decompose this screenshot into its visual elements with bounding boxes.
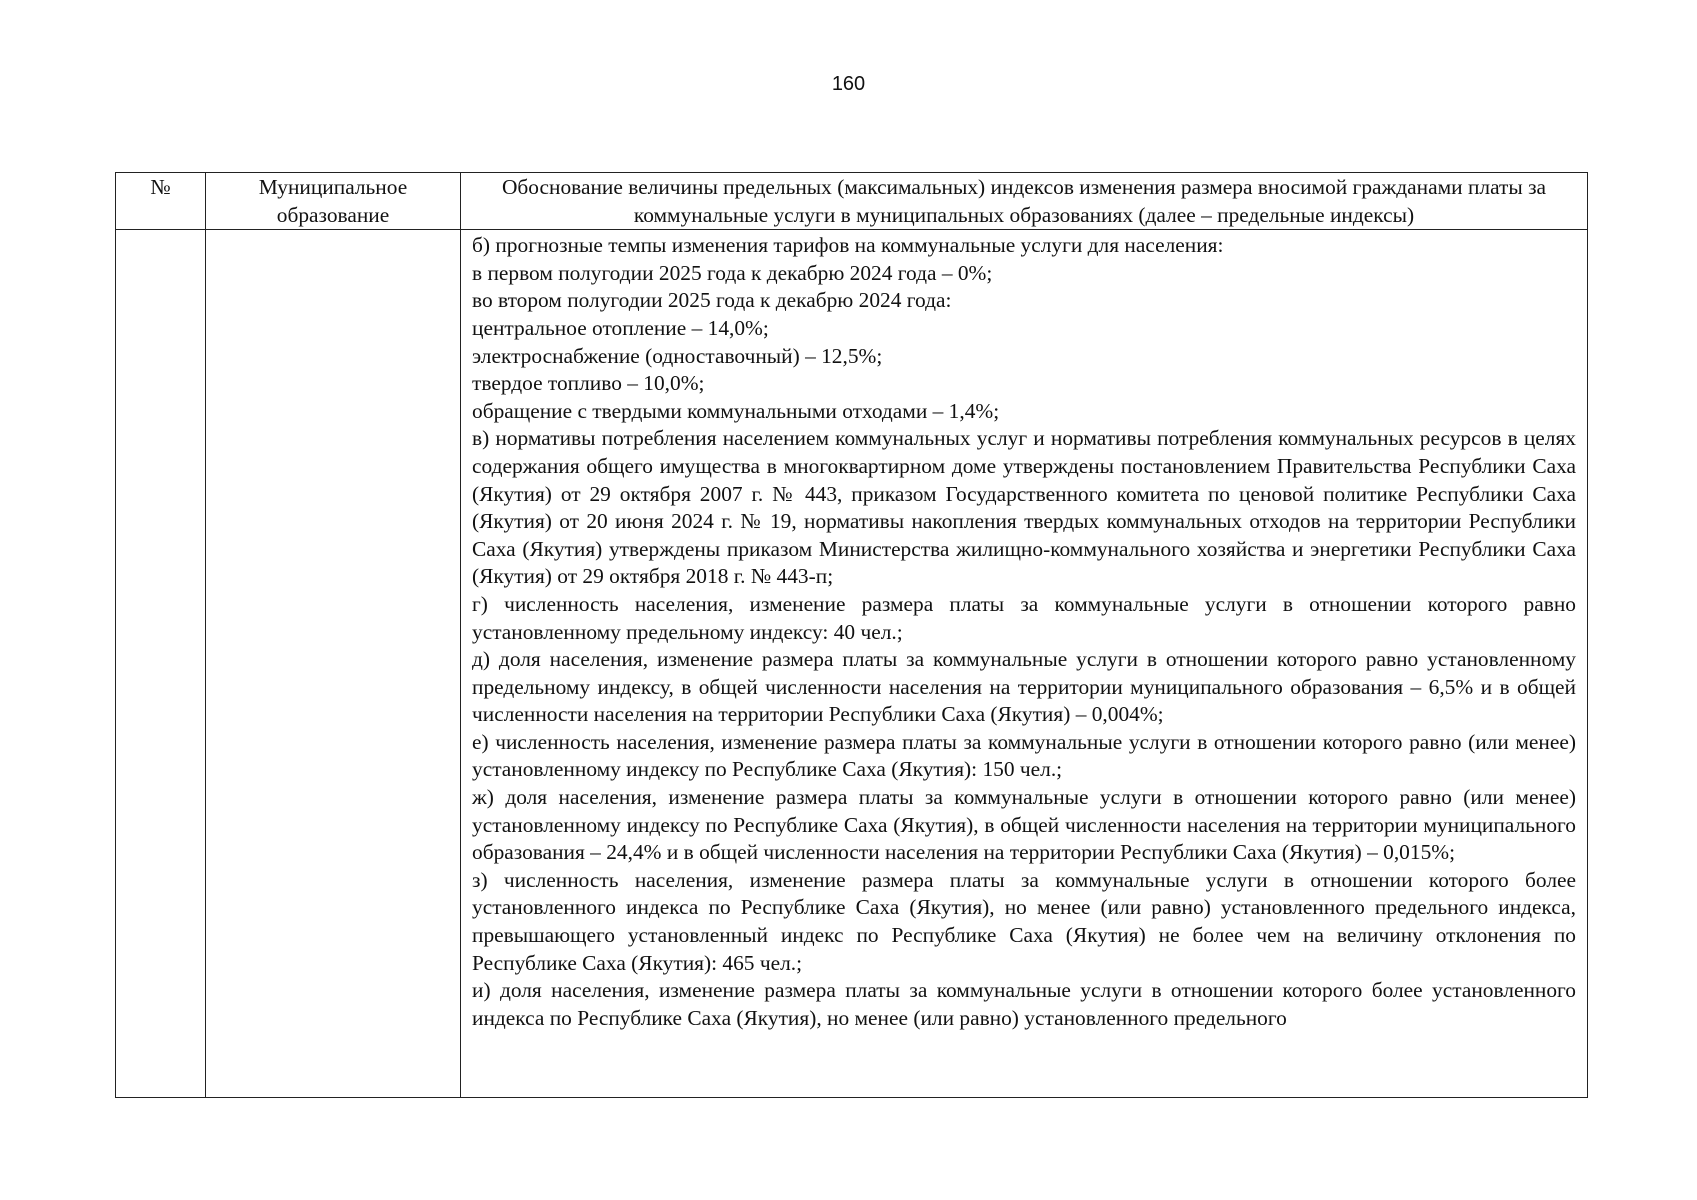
paragraph-g-population: г) численность населения, изменение размера платы за коммунальные услуги в отношении которого равно установленному предельному индексу: 40 чел.; (472, 591, 1576, 644)
cell-number (116, 230, 206, 1098)
table-body (116, 230, 1588, 1098)
paragraph-zh-share: ж) доля населения, изменение размера платы за коммунальные услуги в отношении которого равно (или менее) установленному индексу по Республике Саха (Якутия), в общей численности населения на территории муниципального образования – 24,4% и в общей численности населения на территории Республики Саха (Якутия) – 0,015%; (472, 785, 1576, 865)
paragraph-electricity: электроснабжение (одноставочный) – 12,5%; (472, 343, 883, 368)
paragraph-v-norms: в) нормативы потребления населением коммунальных услуг и нормативы потребления коммунальных ресурсов в целях содержания общего имущества в многоквартирном доме утверждены постановлением Правительства Республики Саха (Якутия) от 29 октября 2007 г. № 443, приказом Государственного комитета по ценовой политике Республики Саха (Якутия) от 20 июня 2024 г. № 19, нормативы накопления твердых коммунальных отходов на территории Республики Саха (Якутия) утверждены приказом Министерства жилищно-коммунального хозяйства и энергетики Республики Саха (Якутия) от 29 октября 2018 г. № 443-п; (472, 426, 1576, 589)
header-row (116, 173, 1588, 230)
cell-municipality (206, 230, 461, 1098)
table-header (116, 173, 1588, 230)
paragraph-i-share: и) доля населения, изменение размера платы за коммунальные услуги в отношении которого более установленного индекса по Республике Саха (Якутия), но менее (или равно) установленного предельного (472, 978, 1576, 1030)
paragraph-z-population: з) численность населения, изменение размера платы за коммунальные услуги в отношении которого более установленного индекса по Республике Саха (Якутия), но менее (или равно) установленного предельного индекса, превышающего установленный индекс по Республике Саха (Якутия) не более чем на величину отклонения по Республике Саха (Якутия): 465 чел.; (472, 867, 1576, 975)
page-number: 160 (831, 73, 866, 95)
justification-table (115, 172, 1588, 1098)
table-row (116, 230, 1588, 1098)
paragraph-e-population: е) численность населения, изменение размера платы за коммунальные услуги в отношении которого равно (или менее) установленному индексу по Республике Саха (Якутия): 150 чел.; (472, 729, 1576, 782)
paragraph-first-half: в первом полугодии 2025 года к декабрю 2024 года – 0%; (472, 260, 993, 285)
paragraph-second-half: во втором полугодии 2025 года к декабрю 2024 года: (472, 288, 952, 313)
paragraph-solid-fuel: твердое топливо – 10,0%; (472, 371, 705, 396)
paragraph-waste: обращение с твердыми коммунальными отходами – 1,4%; (472, 398, 1000, 423)
cell-justification (461, 230, 1588, 1098)
header-number: № (116, 173, 206, 230)
paragraph-b-intro: б) прогнозные темпы изменения тарифов на коммунальные услуги для населения: (472, 233, 1224, 258)
paragraph-d-share: д) доля населения, изменение размера платы за коммунальные услуги в отношении которого равно установленному предельному индексу, в общей численности населения на территории муниципального образования – 6,5% и в общей численности населения на территории Республики Саха (Якутия) – 0,004%; (472, 647, 1576, 727)
header-justification: Обоснование величины предельных (максимальных) индексов изменения размера вносимой гражданами платы за коммунальные услуги в муниципальных образованиях (далее – предельные индексы) (461, 173, 1588, 230)
paragraph-heating: центральное отопление – 14,0%; (472, 315, 769, 340)
header-municipality: Муниципальное образование (206, 173, 461, 230)
